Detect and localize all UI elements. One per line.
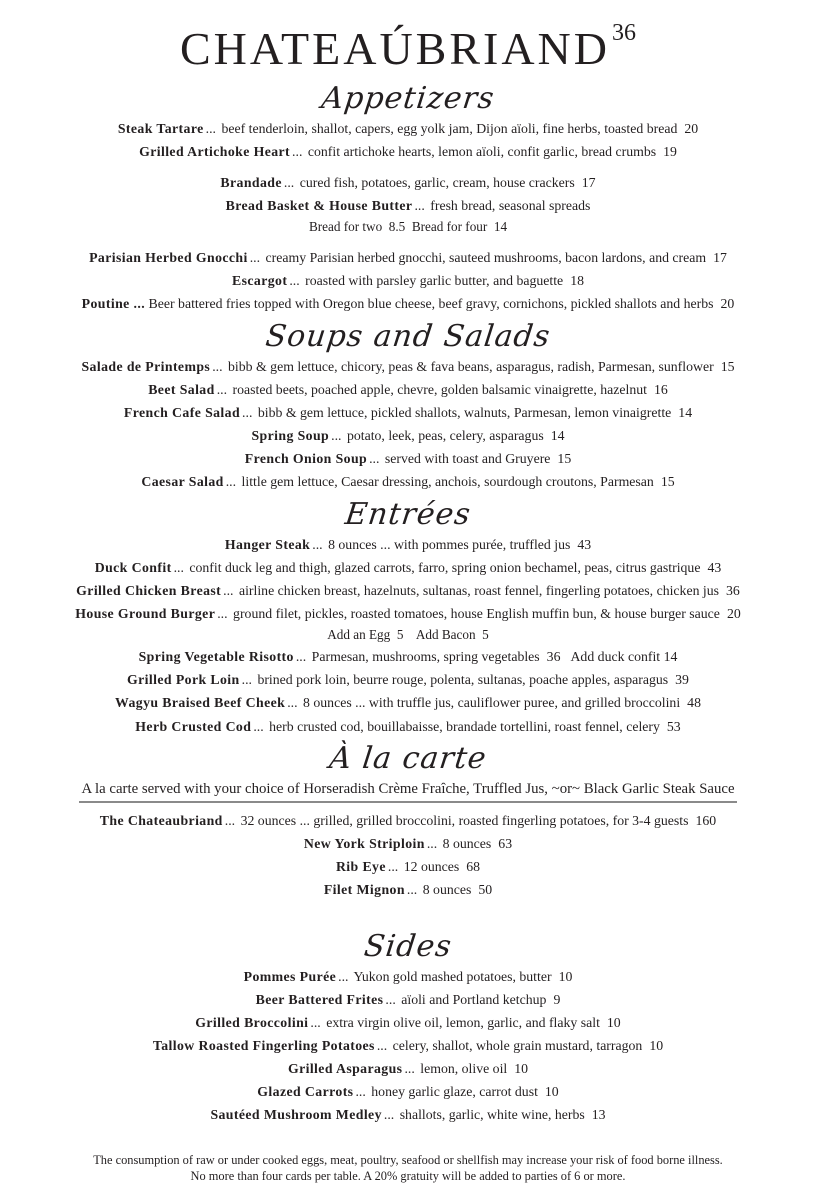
menu-item: [20, 672, 796, 689]
item-name: New York Striploin: [303, 836, 425, 852]
item-description: herb crusted cod, bouillabaisse, brandade tortellini, roast fennel, celery: [269, 718, 660, 734]
item-separator: ...: [249, 250, 261, 266]
item-separator: ...: [369, 451, 380, 467]
item-price: 17: [581, 175, 596, 191]
item-price: 15: [557, 451, 572, 467]
item-separator: ...: [212, 358, 223, 374]
menu-item: [20, 606, 796, 623]
menu-footer: [20, 1152, 796, 1184]
item-description: lemon, olive oil: [420, 1060, 508, 1076]
menu-item: [20, 1015, 796, 1032]
item-description: 32 ounces ... grilled, grilled broccolini, roasted fingerling potatoes, for 3-4 guests: [240, 813, 689, 829]
item-description: airline chicken breast, hazelnuts, sultanas, roast fennel, fingerling potatoes, chicken jus: [238, 582, 720, 598]
menu-item: [20, 882, 796, 899]
item-name: Brandade: [220, 175, 282, 191]
menu-item: [20, 359, 796, 376]
item-description: potato, leek, peas, celery, asparagus: [346, 428, 544, 444]
item-name: Bread Basket & House Butter: [225, 198, 413, 214]
item-name: Salade de Printemps: [81, 358, 211, 374]
item-price: 17: [713, 250, 727, 266]
menu-item: [20, 1107, 796, 1124]
menu-header: [20, 20, 796, 75]
menu-item: [20, 250, 796, 267]
item-name: Steak Tartare: [117, 120, 204, 136]
section-heading-soups-and-salads: Soups and Salads: [263, 318, 553, 354]
item-price: 36: [546, 649, 561, 665]
menu-item: [20, 537, 796, 554]
item-description: fresh bread, seasonal spreads: [430, 198, 591, 214]
item-name: Caesar Salad: [141, 474, 224, 490]
item-separator: ...: [287, 695, 298, 711]
item-name: Beet Salad: [148, 381, 215, 397]
item-price: 36: [726, 582, 740, 598]
item-name: Glazed Carrots: [257, 1084, 354, 1100]
item-price: 19: [663, 143, 677, 159]
item-separator: ...: [241, 672, 252, 688]
item-price: 48: [687, 695, 701, 711]
item-separator: ...: [173, 559, 184, 575]
item-description: Parmesan, mushrooms, spring vegetables: [311, 649, 540, 665]
item-separator: ...: [310, 1014, 321, 1030]
item-description: bibb & gem lettuce, pickled shallots, walnuts, Parmesan, lemon vinaigrette: [257, 405, 672, 421]
item-separator: ...: [414, 198, 425, 214]
menu-item: [20, 144, 796, 161]
item-price: 10: [544, 1084, 559, 1100]
item-separator: ...: [312, 536, 323, 552]
item-separator: ...: [224, 813, 236, 829]
menu-item: [20, 1061, 796, 1078]
menu-item: [20, 296, 796, 313]
item-price: 14: [550, 428, 565, 444]
section-sides: [20, 928, 796, 1124]
item-name: Grilled Asparagus: [287, 1060, 403, 1076]
item-separator: ...: [283, 175, 295, 191]
footer-disclaimer-line1: The consumption of raw or under cooked eggs, meat, poultry, seafood or shellfish may increase your risk of food borne illness.: [93, 1152, 723, 1167]
restaurant-title: [20, 20, 796, 75]
item-description: creamy Parisian herbed gnocchi, sauteed mushrooms, bacon lardons, and cream: [265, 250, 707, 266]
item-separator: ...: [426, 836, 438, 852]
footer-disclaimer-line2: No more than four cards per table. A 20% gratuity will be added to parties of 6 or more.: [190, 1168, 626, 1183]
menu-item: [20, 719, 796, 736]
item-name: French Onion Soup: [244, 451, 368, 467]
item-name: Grilled Pork Loin: [127, 672, 240, 688]
item-description: confit duck leg and thigh, glazed carrots, farro, spring onion bechamel, peas, citrus gastrique: [189, 559, 701, 575]
item-name: Hanger Steak: [224, 536, 311, 552]
item-price: 160: [695, 813, 717, 829]
section-heading-sides: Sides: [362, 928, 454, 964]
menu-item: [20, 198, 796, 215]
item-description: served with toast and Gruyere: [384, 451, 551, 467]
item-separator: ...: [331, 428, 342, 444]
menu-sections: [20, 80, 796, 1124]
item-description: 8 ounces: [422, 882, 472, 898]
item-description: honey garlic glaze, carrot dust: [371, 1084, 538, 1100]
item-price: 43: [577, 536, 592, 552]
item-separator: ...: [217, 605, 228, 621]
item-description: cured fish, potatoes, garlic, cream, house crackers: [299, 175, 575, 191]
item-price: 10: [558, 968, 573, 984]
item-description: confit artichoke hearts, lemon aïoli, confit garlic, bread crumbs: [307, 143, 657, 159]
menu-item: [20, 121, 796, 138]
item-price: 16: [654, 381, 668, 397]
menu-item: [20, 836, 796, 853]
item-separator: ...: [225, 474, 237, 490]
item-separator: ...: [383, 1107, 395, 1123]
menu-item: [20, 1038, 796, 1055]
item-price: 13: [591, 1107, 606, 1123]
restaurant-title-superscript: 36: [612, 20, 636, 46]
item-description: 12 ounces: [403, 859, 460, 875]
item-separator: ...: [404, 1060, 415, 1076]
section-note-row: [20, 780, 796, 807]
menu-item: [20, 560, 796, 577]
item-name: House Ground Burger: [75, 605, 216, 621]
item-name: Escargot: [232, 273, 288, 289]
menu-item: [20, 175, 796, 192]
menu-item: [20, 474, 796, 491]
menu-item: [20, 992, 796, 1009]
item-price: 10: [649, 1037, 664, 1053]
item-name: Wagyu Braised Beef Cheek: [115, 695, 286, 711]
menu-item: [20, 649, 796, 666]
item-name: Poutine ...: [81, 296, 146, 312]
menu-item: [20, 695, 796, 712]
item-name: Pommes Purée: [243, 968, 337, 984]
item-price: 14: [678, 405, 693, 421]
section-entrees: [20, 496, 796, 735]
item-separator: ...: [406, 882, 418, 898]
item-price: 20: [684, 120, 699, 136]
item-description: Beer battered fries topped with Oregon blue cheese, beef gravy, cornichons, pickled shallots and herbs: [148, 296, 714, 312]
item-name: Spring Vegetable Risotto: [138, 649, 294, 665]
item-separator: ...: [385, 991, 396, 1007]
item-price: 10: [606, 1014, 621, 1030]
menu-item: [20, 969, 796, 986]
item-price: 50: [478, 882, 493, 898]
item-price: 53: [666, 718, 681, 734]
item-description: extra virgin olive oil, lemon, garlic, and flaky salt: [326, 1014, 600, 1030]
item-description: little gem lettuce, Caesar dressing, anchois, sourdough croutons, Parmesan: [241, 474, 654, 490]
item-separator: ...: [289, 273, 300, 289]
item-price: 15: [720, 358, 735, 374]
item-price: 20: [720, 296, 735, 312]
item-description: 8 ounces: [442, 836, 492, 852]
item-description: 8 ounces ... with truffle jus, cauliflower puree, and grilled broccolini: [303, 695, 681, 711]
menu-item: [20, 273, 796, 290]
item-name: Rib Eye: [335, 859, 386, 875]
section-heading-entrees: Entrées: [343, 496, 473, 532]
item-price: 18: [570, 273, 584, 289]
item-price: 43: [707, 559, 722, 575]
item-separator: ...: [205, 120, 216, 136]
alacarte-note: A la carte served with your choice of Horseradish Crème Fraîche, Truffled Jus, ~or~ Black Garlic Steak Sauce: [79, 781, 736, 803]
item-price: 10: [514, 1060, 529, 1076]
item-description: aïoli and Portland ketchup: [401, 991, 547, 1007]
item-description: brined pork loin, beurre rouge, polenta, sultanas, poache apples, asparagus: [257, 672, 669, 688]
item-name: Duck Confit: [94, 559, 172, 575]
item-name: Tallow Roasted Fingerling Potatoes: [152, 1037, 375, 1053]
menu-item: [20, 1084, 796, 1101]
menu-item: [20, 428, 796, 445]
item-separator: ...: [387, 859, 399, 875]
item-description: roasted beets, poached apple, chevre, golden balsamic vinaigrette, hazelnut: [232, 381, 647, 397]
item-name: Herb Crusted Cod: [135, 718, 252, 734]
item-separator: ...: [292, 143, 303, 159]
section-a-la-carte: [20, 743, 796, 899]
item-price: 15: [660, 474, 675, 490]
item-separator: ...: [338, 968, 349, 984]
item-description: 8 ounces ... with pommes purée, truffled jus: [328, 536, 571, 552]
menu-item: [20, 405, 796, 422]
item-price: 68: [466, 859, 481, 875]
section-heading-appetizers: Appetizers: [319, 80, 497, 116]
item-name: Filet Mignon: [323, 882, 405, 898]
menu-item: [20, 382, 796, 399]
item-name: Grilled Broccolini: [195, 1014, 309, 1030]
item-name: The Chateaubriand: [99, 813, 223, 829]
item-name: Parisian Herbed Gnocchi: [89, 250, 248, 266]
item-name: Beer Battered Frites: [255, 991, 384, 1007]
item-separator: ...: [295, 649, 307, 665]
item-separator: ...: [376, 1037, 388, 1053]
section-heading-a-la-carte: À la carte: [327, 741, 489, 777]
item-price: 39: [675, 672, 689, 688]
item-separator: ...: [242, 405, 253, 421]
item-description: celery, shallot, whole grain mustard, tarragon: [392, 1037, 643, 1053]
item-price: 20: [726, 605, 741, 621]
item-name: Spring Soup: [251, 428, 330, 444]
item-separator: ...: [253, 718, 264, 734]
item-addon: Add duck confit 14: [570, 649, 678, 665]
item-name: Grilled Artichoke Heart: [139, 143, 291, 159]
item-price: 63: [498, 836, 513, 852]
menu-item: [20, 813, 796, 830]
menu-item: [20, 859, 796, 876]
item-separator: ...: [355, 1084, 366, 1100]
item-name: French Cafe Salad: [123, 405, 241, 421]
item-description: beef tenderloin, shallot, capers, egg yolk jam, Dijon aïoli, fine herbs, toasted bread: [221, 120, 678, 136]
item-description: Yukon gold mashed potatoes, butter: [353, 968, 552, 984]
item-separator: ...: [216, 381, 228, 397]
item-price: 9: [553, 991, 561, 1007]
item-name: Sautéed Mushroom Medley: [210, 1107, 382, 1123]
section-appetizers: [20, 80, 796, 313]
section-soups-and-salads: [20, 318, 796, 491]
item-description: roasted with parsley garlic butter, and baguette: [305, 273, 564, 289]
item-subline: Add an Egg 5 Add Bacon 5: [327, 626, 489, 642]
item-description: shallots, garlic, white wine, herbs: [399, 1107, 585, 1123]
restaurant-name: CHATEAÚBRIAND: [180, 23, 610, 74]
item-separator: ...: [223, 582, 234, 598]
item-description: bibb & gem lettuce, chicory, peas & fava beans, asparagus, radish, Parmesan, sunflower: [228, 358, 714, 374]
item-subline: Bread for two 8.5 Bread for four 14: [308, 219, 508, 235]
menu-item: [20, 583, 796, 600]
menu-item: [20, 451, 796, 468]
item-description: ground filet, pickles, roasted tomatoes, house English muffin bun, & house burger sauce: [233, 605, 720, 621]
item-name: Grilled Chicken Breast: [76, 582, 222, 598]
